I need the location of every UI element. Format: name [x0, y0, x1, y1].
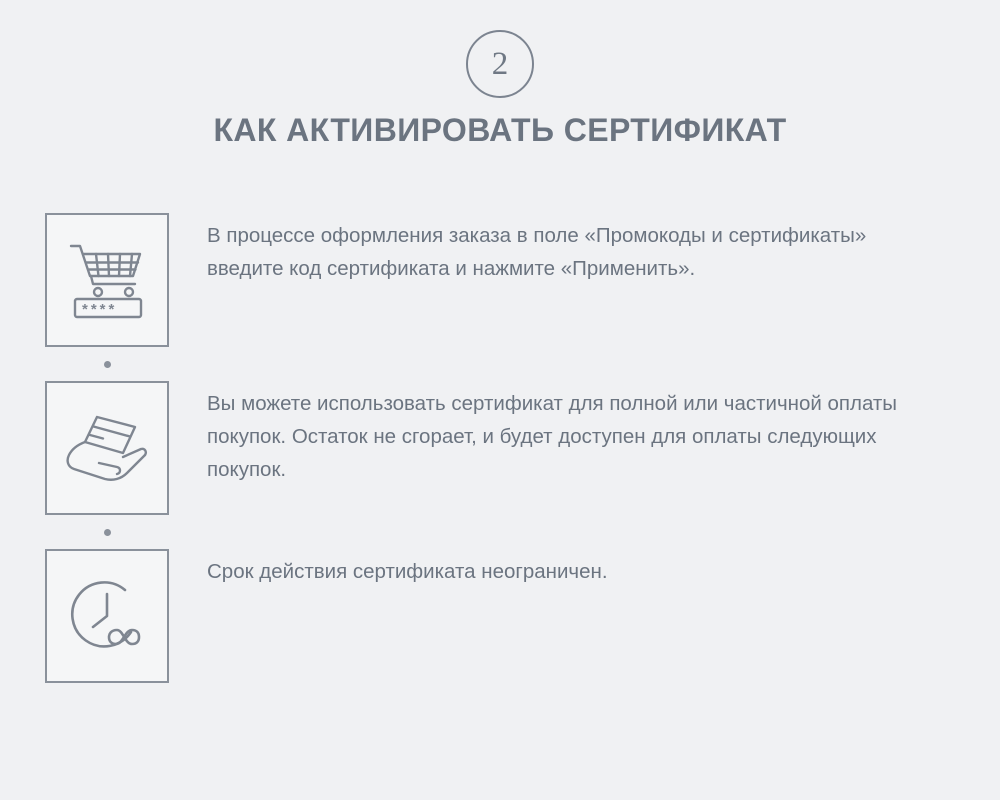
step-connector [45, 515, 169, 549]
step-row [45, 381, 955, 515]
step-icon-box [45, 381, 169, 515]
shopping-cart-promo-code-icon [65, 237, 149, 323]
step-text: В процессе оформления заказа в поле «Промокоды и сертификаты» введите код сертификата и нажмите «Применить». [207, 224, 867, 281]
connector-dot [104, 361, 111, 368]
steps-list [45, 213, 955, 683]
hand-holding-card-icon [63, 409, 151, 487]
page-title: КАК АКТИВИРОВАТЬ СЕРТИФИКАТ [213, 112, 787, 148]
step-number-badge [466, 30, 534, 98]
step-icon-box [45, 549, 169, 683]
step-text: Вы можете использовать сертификат для полной или частичной оплаты покупок. Остаток не сгорает, и будет доступен для оплаты следующих покупок. [207, 392, 898, 482]
step-text: Срок действия сертификата неограничен. [207, 560, 608, 583]
step-row [45, 213, 955, 347]
clock-infinity-icon [65, 574, 149, 658]
step-icon-box [45, 213, 169, 347]
step-number: 2 [491, 45, 509, 82]
step-connector [45, 347, 169, 381]
svg-text:****: **** [82, 301, 118, 318]
connector-dot [104, 529, 111, 536]
step-row [45, 549, 955, 683]
